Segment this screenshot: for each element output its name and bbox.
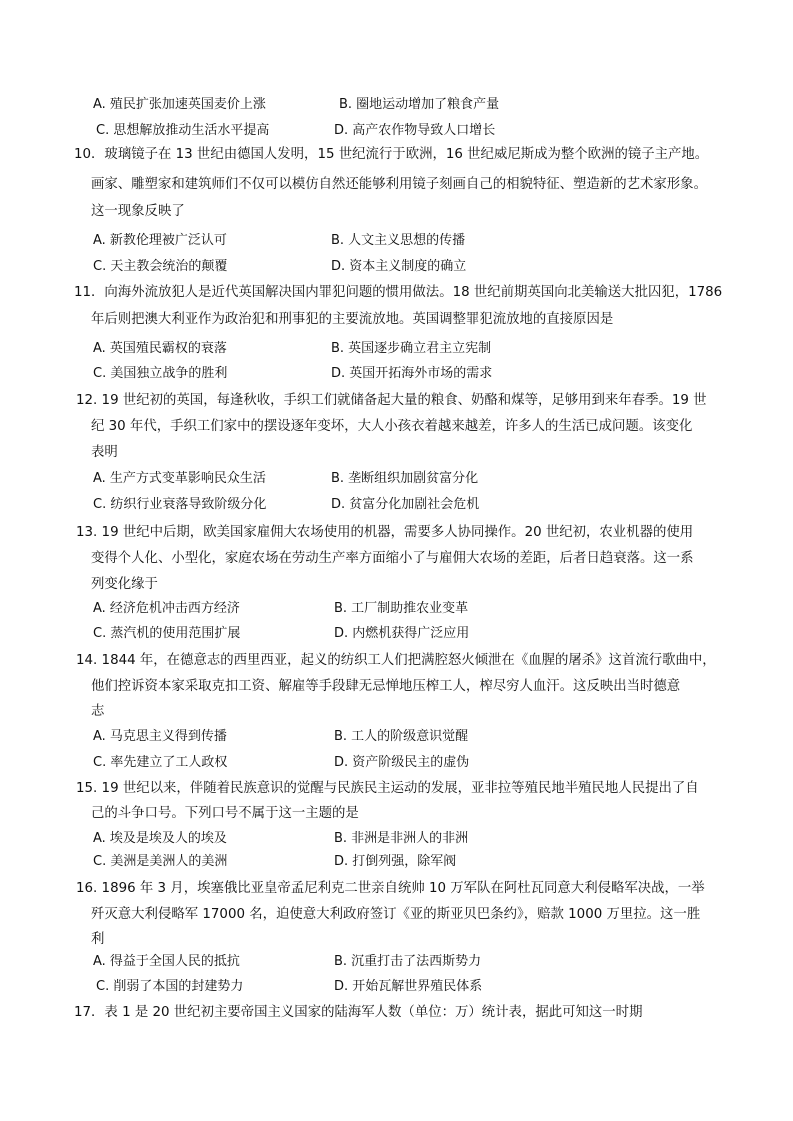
q12-option-c: C. 纺织行业衰落导致阶级分化 bbox=[93, 497, 267, 512]
question-14-line-3: 志 bbox=[91, 704, 105, 719]
question-14-line-1: 14. 1844 年，在德意志的西里西亚，起义的纺织工人们把满腔怒火倾泄在《血腥的屠杀》这首流行歌曲中， bbox=[76, 653, 716, 668]
q11-option-c: C. 美国独立战争的胜利 bbox=[93, 366, 228, 381]
q14-option-b: B. 工人的阶级意识觉醒 bbox=[334, 729, 469, 744]
question-17-line-1: 17．表 1 是 20 世纪初主要帝国主义国家的陆海军人数（单位：万）统计表，据此可知这一时期 bbox=[74, 1005, 643, 1020]
q16-option-b: B. 沉重打击了法西斯势力 bbox=[334, 954, 482, 969]
q13-option-d: D. 内燃机获得广泛应用 bbox=[334, 626, 470, 641]
q14-option-a: A. 马克思主义得到传播 bbox=[93, 729, 227, 744]
option-b: B. 圈地运动增加了粮食产量 bbox=[339, 97, 500, 112]
q14-option-c: C. 率先建立了工人政权 bbox=[93, 755, 228, 770]
option-d: D. 高产农作物导致人口增长 bbox=[334, 123, 496, 138]
q11-option-a: A. 英国殖民霸权的衰落 bbox=[93, 341, 227, 356]
question-16-line-3: 利 bbox=[91, 932, 105, 947]
question-15-line-2: 己的斗争口号。下列口号不属于这一主题的是 bbox=[91, 806, 359, 821]
q14-option-d: D. 资产阶级民主的虚伪 bbox=[334, 755, 470, 770]
q15-option-a: A. 埃及是埃及人的埃及 bbox=[93, 831, 227, 846]
q10-option-b: B. 人文主义思想的传播 bbox=[331, 233, 466, 248]
q13-option-a: A. 经济危机冲击西方经济 bbox=[93, 601, 240, 616]
question-10-line-1: 10．玻璃镜子在 13 世纪由德国人发明，15 世纪流行于欧洲，16 世纪威尼斯成为整个欧洲的镜子主产地。 bbox=[74, 147, 709, 162]
q15-option-d: D. 打倒列强，除军阀 bbox=[334, 854, 457, 869]
option-c: C. 思想解放推动生活水平提高 bbox=[96, 123, 270, 138]
question-16-line-1: 16. 1896 年 3 月，埃塞俄比亚皇帝孟尼利克二世亲自统帅 10 万军队在阿杜瓦同意大利侵略军决战，一举 bbox=[76, 881, 705, 896]
q11-option-b: B. 英国逐步确立君主立宪制 bbox=[331, 341, 492, 356]
q10-option-d: D. 资本主义制度的确立 bbox=[331, 259, 467, 274]
q15-option-b: B. 非洲是非洲人的非洲 bbox=[334, 831, 469, 846]
q12-option-d: D. 贫富分化加剧社会危机 bbox=[331, 497, 480, 512]
q16-option-a: A. 得益于全国人民的抵抗 bbox=[93, 954, 240, 969]
question-16-line-2: 歼灭意大利侵略军 17000 名，迫使意大利政府签订《亚的斯亚贝巴条约》，赔款 1000 万里拉。这一胜 bbox=[91, 907, 701, 922]
question-12-line-2: 纪 30 年代，手织工们家中的摆设逐年变坏，大人小孩衣着越来越差，许多人的生活已成问题。该变化 bbox=[91, 419, 693, 434]
option-a: A. 殖民扩张加速英国麦价上涨 bbox=[93, 97, 266, 112]
q16-option-c: C. 削弱了本国的封建势力 bbox=[96, 979, 244, 994]
question-10-line-3: 这一现象反映了 bbox=[91, 204, 185, 219]
q15-option-c: C. 美洲是美洲人的美洲 bbox=[93, 854, 228, 869]
q16-option-d: D. 开始瓦解世界殖民体系 bbox=[334, 979, 483, 994]
q13-option-c: C. 蒸汽机的使用范围扩展 bbox=[93, 626, 241, 641]
question-11-line-1: 11．向海外流放犯人是近代英国解决国内罪犯问题的惯用做法。18 世纪前期英国向北美输送大批囚犯，1786 bbox=[74, 285, 723, 300]
question-10-line-2: 画家、雕塑家和建筑师们不仅可以模仿自然还能够利用镜子刻画自己的相貌特征、塑造新的艺术家形象。 bbox=[91, 177, 707, 192]
question-13-line-2: 变得个人化、小型化，家庭农场在劳动生产率方面缩小了与雇佣大农场的差距，后者日趋衰落。这一系 bbox=[91, 551, 694, 566]
q11-option-d: D. 英国开拓海外市场的需求 bbox=[331, 366, 493, 381]
question-13-line-3: 列变化缘于 bbox=[91, 577, 158, 592]
question-11-line-2: 年后则把澳大利亚作为政治犯和刑事犯的主要流放地。英国调整罪犯流放地的直接原因是 bbox=[91, 312, 614, 327]
q10-option-a: A. 新教伦理被广泛认可 bbox=[93, 233, 227, 248]
q12-option-b: B. 垄断组织加剧贫富分化 bbox=[331, 471, 479, 486]
q12-option-a: A. 生产方式变革影响民众生活 bbox=[93, 471, 266, 486]
question-12-line-3: 表明 bbox=[91, 445, 118, 460]
q13-option-b: B. 工厂制助推农业变革 bbox=[334, 601, 469, 616]
question-14-line-2: 他们控诉资本家采取克扣工资、解雇等手段肆无忌惮地压榨工人，榨尽穷人血汗。这反映出当时德意 bbox=[91, 679, 681, 694]
q10-option-c: C. 天主教会统治的颠覆 bbox=[93, 259, 228, 274]
question-12-line-1: 12. 19 世纪初的英国，每逢秋收，手织工们就储备起大量的粮食、奶酪和煤等，足够用到来年春季。19 世 bbox=[76, 393, 707, 408]
question-15-line-1: 15. 19 世纪以来，伴随着民族意识的觉醒与民族民主运动的发展，亚非拉等殖民地半殖民地人民提出了自 bbox=[76, 781, 699, 796]
question-13-line-1: 13. 19 世纪中后期，欧美国家雇佣大农场使用的机器，需要多人协同操作。20 世纪初，农业机器的使用 bbox=[76, 525, 694, 540]
